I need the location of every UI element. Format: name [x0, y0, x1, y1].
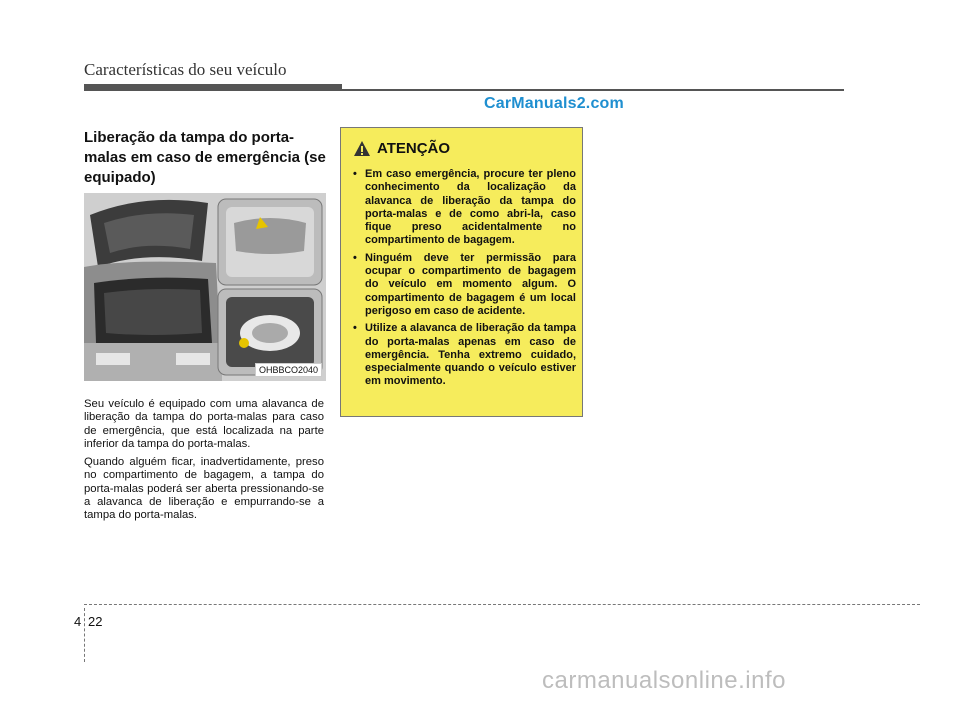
- body-paragraph-2: Quando alguém ficar, inadvertidamente, preso no compartimento de bagagem, a tampa do porta-malas poderá ser aberta pressionando-se a alavanca de liberação e empurrando-se a tampa do porta-malas.: [84, 456, 324, 522]
- section-heading: Liberação da tampa do porta-malas em caso de emergência (se equipado): [84, 129, 326, 186]
- page-header-title: Características do seu veículo: [84, 60, 287, 79]
- warning-list: [341, 168, 584, 393]
- header-rule-dark: [84, 84, 342, 91]
- warning-item: • Em caso emergência, procure ter pleno conhecimento da localização da alavanca de liberação da tampa do porta-malas e de como abri-la, caso fique preso acidentalmente no compartimento de bagagem.: [353, 168, 576, 248]
- body-text: [84, 398, 324, 528]
- figure-caption: OHBBCO2040: [255, 363, 322, 377]
- footer-rule: [84, 604, 920, 605]
- footer-vertical-rule: [84, 608, 85, 662]
- warning-title: ATENÇÃO: [377, 140, 451, 157]
- warning-item: • Ninguém deve ter permissão para ocupar o compartimento de bagagem do veículo em momento algum. O compartimento de bagagem é um local perigoso em caso de acidente.: [353, 252, 576, 318]
- page-number-page: 22: [88, 614, 103, 629]
- page-number-chapter: 4: [74, 614, 82, 629]
- warning-triangle-icon: [353, 140, 371, 157]
- warning-item: • Utilize a alavanca de liberação da tampa do porta-malas apenas em caso de emergência. Tenha extremo cuidado, especialmente quando o veículo estiver em movimento.: [353, 322, 576, 388]
- trunk-illustration: [84, 193, 326, 381]
- warning-box: [340, 127, 583, 417]
- watermark-bottom: carmanualsonline.info: [542, 667, 786, 694]
- watermark-top: CarManuals2.com: [484, 95, 624, 112]
- body-paragraph-1: Seu veículo é equipado com uma alavanca de liberação da tampa do porta-malas para caso de emergência, que está localizada na parte inferior da tampa do porta-malas.: [84, 398, 324, 450]
- warning-header: [353, 140, 450, 157]
- trunk-release-figure: [84, 193, 326, 381]
- header-rule-thin: [342, 89, 844, 91]
